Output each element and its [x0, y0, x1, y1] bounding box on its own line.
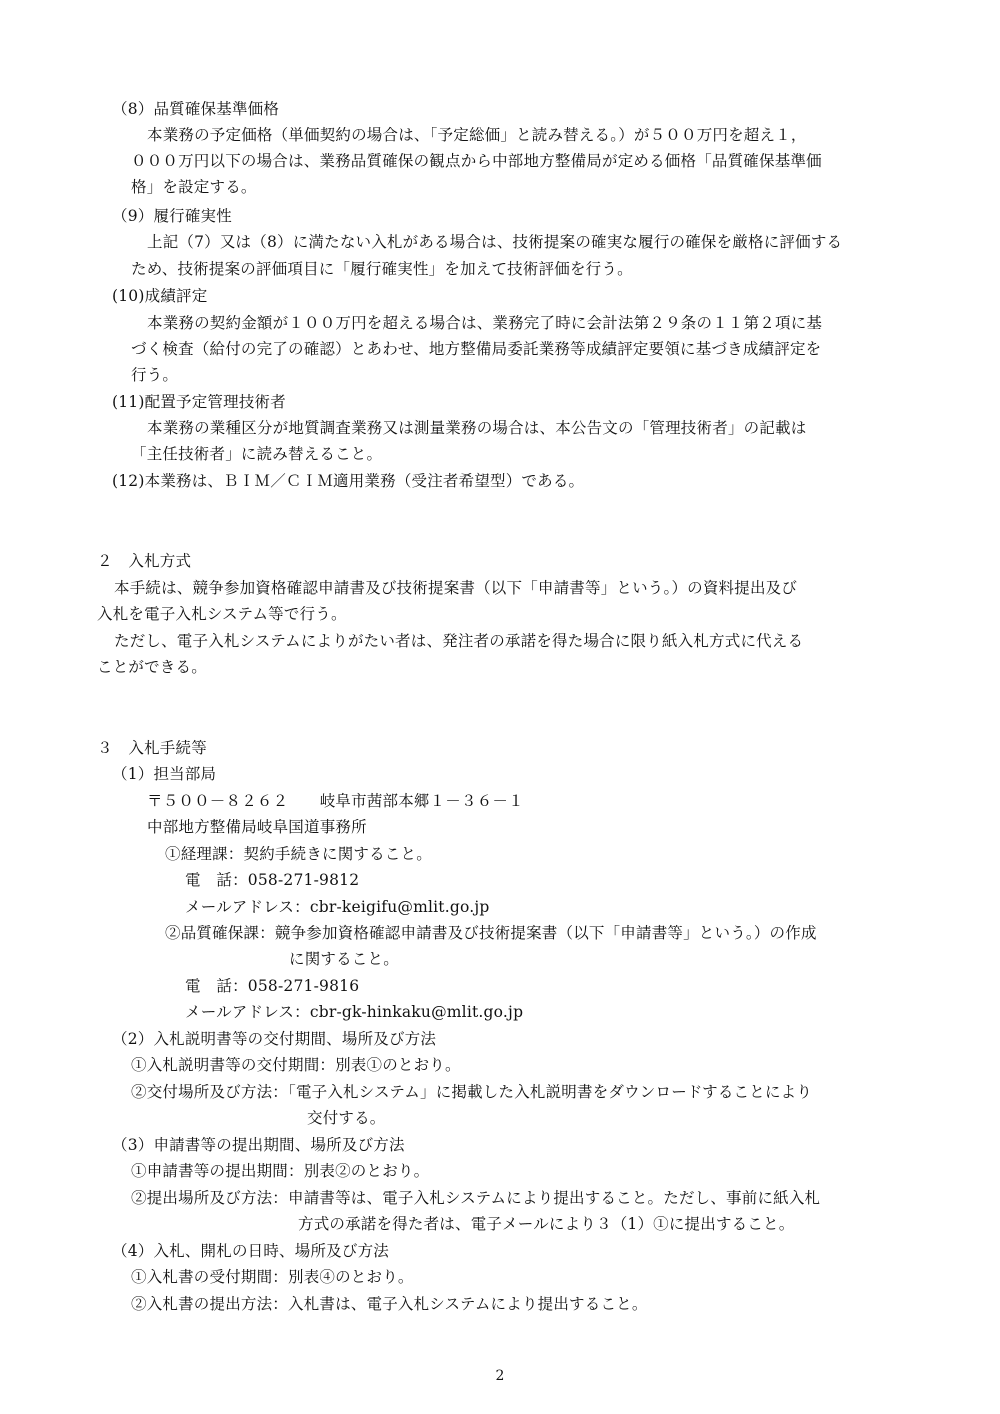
contact-2-phone: 電 話：058-271-9816 [185, 977, 360, 995]
section-10-line-1: 本業務の契約金額が１００万円を超える場合は、業務完了時に会計法第２９条の１１第２項に基 [147, 314, 823, 332]
section-3-4-heading: （4）入札、開札の日時、場所及び方法 [112, 1242, 389, 1260]
contact-1-phone: 電 話：058-271-9812 [185, 871, 360, 889]
office-address: 〒５００－８２６２ 岐阜市茜部本郷１－３６－１ [147, 792, 524, 810]
section-11-line-1: 本業務の業種区分が地質調査業務又は測量業務の場合は、本公告文の「管理技術者」の記載は [147, 419, 807, 437]
section-3-1-heading: （1）担当部局 [112, 765, 217, 783]
contact-1-title: ①経理課：契約手続きに関すること。 [165, 845, 432, 863]
section-11-heading: (11)配置予定管理技術者 [112, 393, 286, 411]
office-name: 中部地方整備局岐阜国道事務所 [147, 818, 367, 836]
section-3-3-item-1: ①申請書等の提出期間：別表②のとおり。 [131, 1162, 430, 1180]
section-3-4-item-2: ②入札書の提出方法：入札書は、電子入札システムにより提出すること。 [131, 1295, 648, 1313]
section-10-line-2: づく検査（給付の完了の確認）とあわせ、地方整備局委託業務等成績評定要領に基づき成績評定を [131, 340, 822, 358]
section-9-line-1: 上記（7）又は（8）に満たない入札がある場合は、技術提案の確実な履行の確保を厳格に評価する [147, 233, 843, 251]
page-number: 2 [495, 1368, 505, 1384]
section-3-3-item-2-cont: 方式の承諾を得た者は、電子メールにより３（1）①に提出すること。 [298, 1215, 795, 1233]
section-3-3-heading: （3）申請書等の提出期間、場所及び方法 [112, 1136, 405, 1154]
section-8-line-1: 本業務の予定価格（単価契約の場合は、「予定総価」と読み替える。）が５００万円を超え１， [147, 126, 807, 144]
section-8-line-2: ０００万円以下の場合は、業務品質確保の観点から中部地方整備局が定める価格「品質確保基準価 [131, 152, 822, 170]
section-3-4-item-1: ①入札書の受付期間：別表④のとおり。 [131, 1268, 414, 1286]
section-3-2-heading: （2）入札説明書等の交付期間、場所及び方法 [112, 1030, 437, 1048]
section-11-line-2: 「主任技術者」に読み替えること。 [131, 445, 383, 463]
section-3-2-item-2-cont: 交付する。 [307, 1109, 386, 1127]
section-2-line-2: 入札を電子入札システム等で行う。 [97, 605, 347, 623]
section-2-line-1: 本手続は、競争参加資格確認申請書及び技術提案書（以下「申請書等」という。）の資料提出及び [114, 579, 798, 597]
contact-1-email: メールアドレス：cbr-keigifu@mlit.go.jp [185, 898, 490, 916]
contact-2-title-cont: に関すること。 [289, 950, 399, 968]
section-3-2-item-2: ②交付場所及び方法：「電子入札システム」に掲載した入札説明書をダウンロードすることにより [131, 1083, 813, 1101]
section-3-2-item-1: ①入札説明書等の交付期間：別表①のとおり。 [131, 1056, 461, 1074]
section-9-heading: （9）履行確実性 [112, 207, 232, 225]
section-10-heading: (10)成績評定 [112, 287, 208, 305]
section-2-line-4: ことができる。 [97, 658, 207, 676]
section-8-line-3: 格」を設定する。 [131, 178, 257, 196]
section-3-title: ３ 入札手続等 [97, 739, 207, 757]
contact-2-title: ②品質確保課：競争参加資格確認申請書及び技術提案書（以下「申請書等」という。）の作成 [165, 924, 817, 942]
section-10-line-3: 行う。 [131, 366, 179, 384]
section-8-heading: （8）品質確保基準価格 [112, 100, 280, 118]
section-2-line-3: ただし、電子入札システムによりがたい者は、発注者の承諾を得た場合に限り紙入札方式に代える [114, 632, 804, 650]
section-12-heading: (12)本業務は、ＢＩＭ／ＣＩＭ適用業務（受注者希望型）である。 [112, 472, 585, 490]
section-9-line-2: ため、技術提案の評価項目に「履行確実性」を加えて技術評価を行う。 [131, 260, 633, 278]
section-3-3-item-2: ②提出場所及び方法：申請書等は、電子入札システムにより提出すること。ただし、事前に紙入札 [131, 1189, 821, 1207]
contact-2-email: メールアドレス：cbr-gk-hinkaku@mlit.go.jp [185, 1003, 524, 1021]
section-2-title: ２ 入札方式 [97, 552, 192, 570]
